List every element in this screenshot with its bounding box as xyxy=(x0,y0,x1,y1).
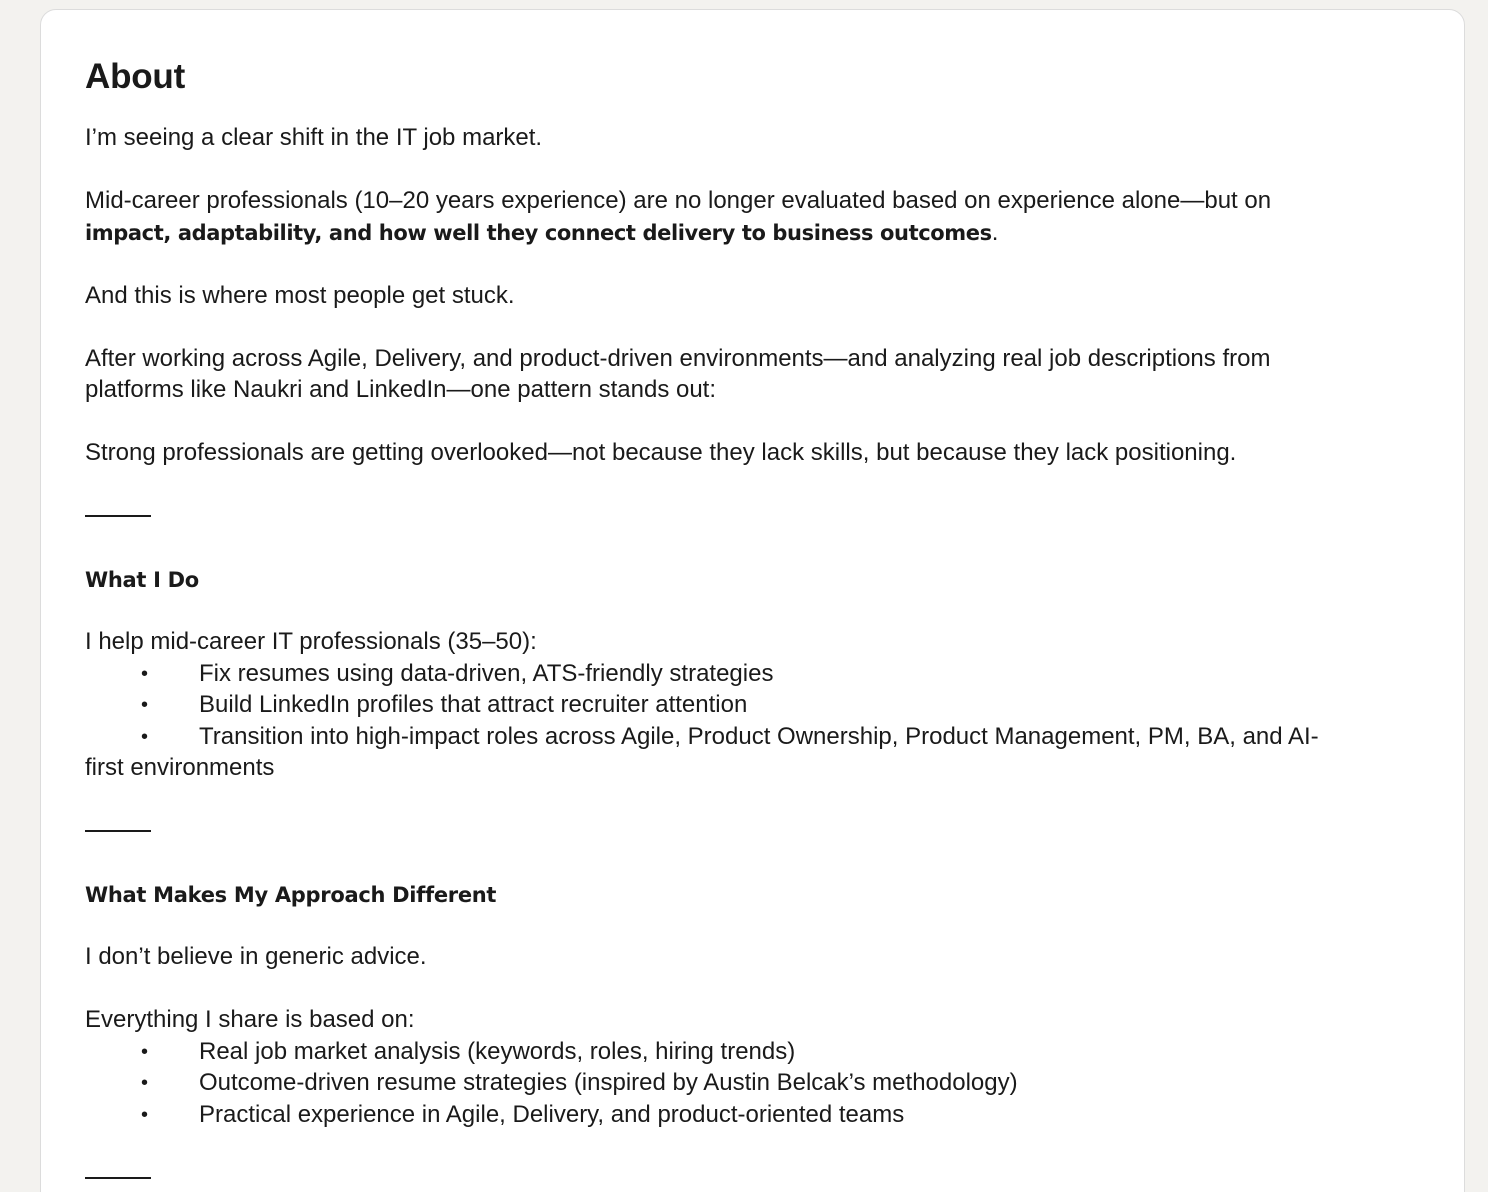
bullet-icon: • xyxy=(141,663,149,685)
para-line: Mid-career professionals (10–20 years experience) are no longer evaluated based on experience alone—but on xyxy=(85,187,1272,214)
bold-adaptability: adaptability xyxy=(177,221,315,245)
para-line: platforms like Naukri and LinkedIn—one pattern stands out: xyxy=(85,376,717,403)
bullet-icon: • xyxy=(141,1072,149,1094)
bold-outcomes: and how well they connect delivery to business outcomes xyxy=(328,221,992,245)
para-text: Strong professionals are getting overlooked—not because they lack skills, but because they lack positioning. xyxy=(85,439,1237,466)
intro-text: I’m seeing a clear shift in the IT job market. xyxy=(85,124,543,151)
about-card xyxy=(40,9,1465,1192)
heading-what-i-do: What I Do xyxy=(85,568,199,592)
list-item-text: Real job market analysis (keywords, roles, hiring trends) xyxy=(199,1038,796,1065)
comma: , xyxy=(314,221,329,245)
approach-lead: Everything I share is based on: xyxy=(85,1006,415,1033)
bullet-icon: • xyxy=(141,1041,149,1063)
bullet-icon: • xyxy=(141,726,149,748)
list-item-text: Practical experience in Agile, Delivery, and product-oriented teams xyxy=(199,1101,905,1128)
divider xyxy=(85,515,151,517)
what-i-do-lead: I help mid-career IT professionals (35–50): xyxy=(85,628,537,655)
list-item-continued: first environments xyxy=(85,754,275,781)
bullet-icon: • xyxy=(141,1104,149,1126)
list-item-text: Build LinkedIn profiles that attract recruiter attention xyxy=(199,691,748,718)
para-text: And this is where most people get stuck. xyxy=(85,282,515,309)
list-item-text: Transition into high-impact roles across Agile, Product Ownership, Product Management, PM, BA, and AI- xyxy=(199,723,1319,750)
approach-lead: I don’t believe in generic advice. xyxy=(85,943,427,970)
divider xyxy=(85,1177,151,1179)
divider xyxy=(85,830,151,832)
section-title: About xyxy=(85,57,186,96)
heading-approach: What Makes My Approach Different xyxy=(85,883,497,907)
bold-impact: impact xyxy=(85,221,164,245)
list-item-text: Outcome-driven resume strategies (inspired by Austin Belcak’s methodology) xyxy=(199,1069,1018,1096)
para-line-bold xyxy=(85,217,998,249)
period: . xyxy=(991,219,999,246)
para-line: After working across Agile, Delivery, and product-driven environments—and analyzing real job descriptions from xyxy=(85,345,1271,372)
list-item-text: Fix resumes using data-driven, ATS-friendly strategies xyxy=(199,660,774,687)
comma: , xyxy=(163,221,178,245)
bullet-icon: • xyxy=(141,694,149,716)
